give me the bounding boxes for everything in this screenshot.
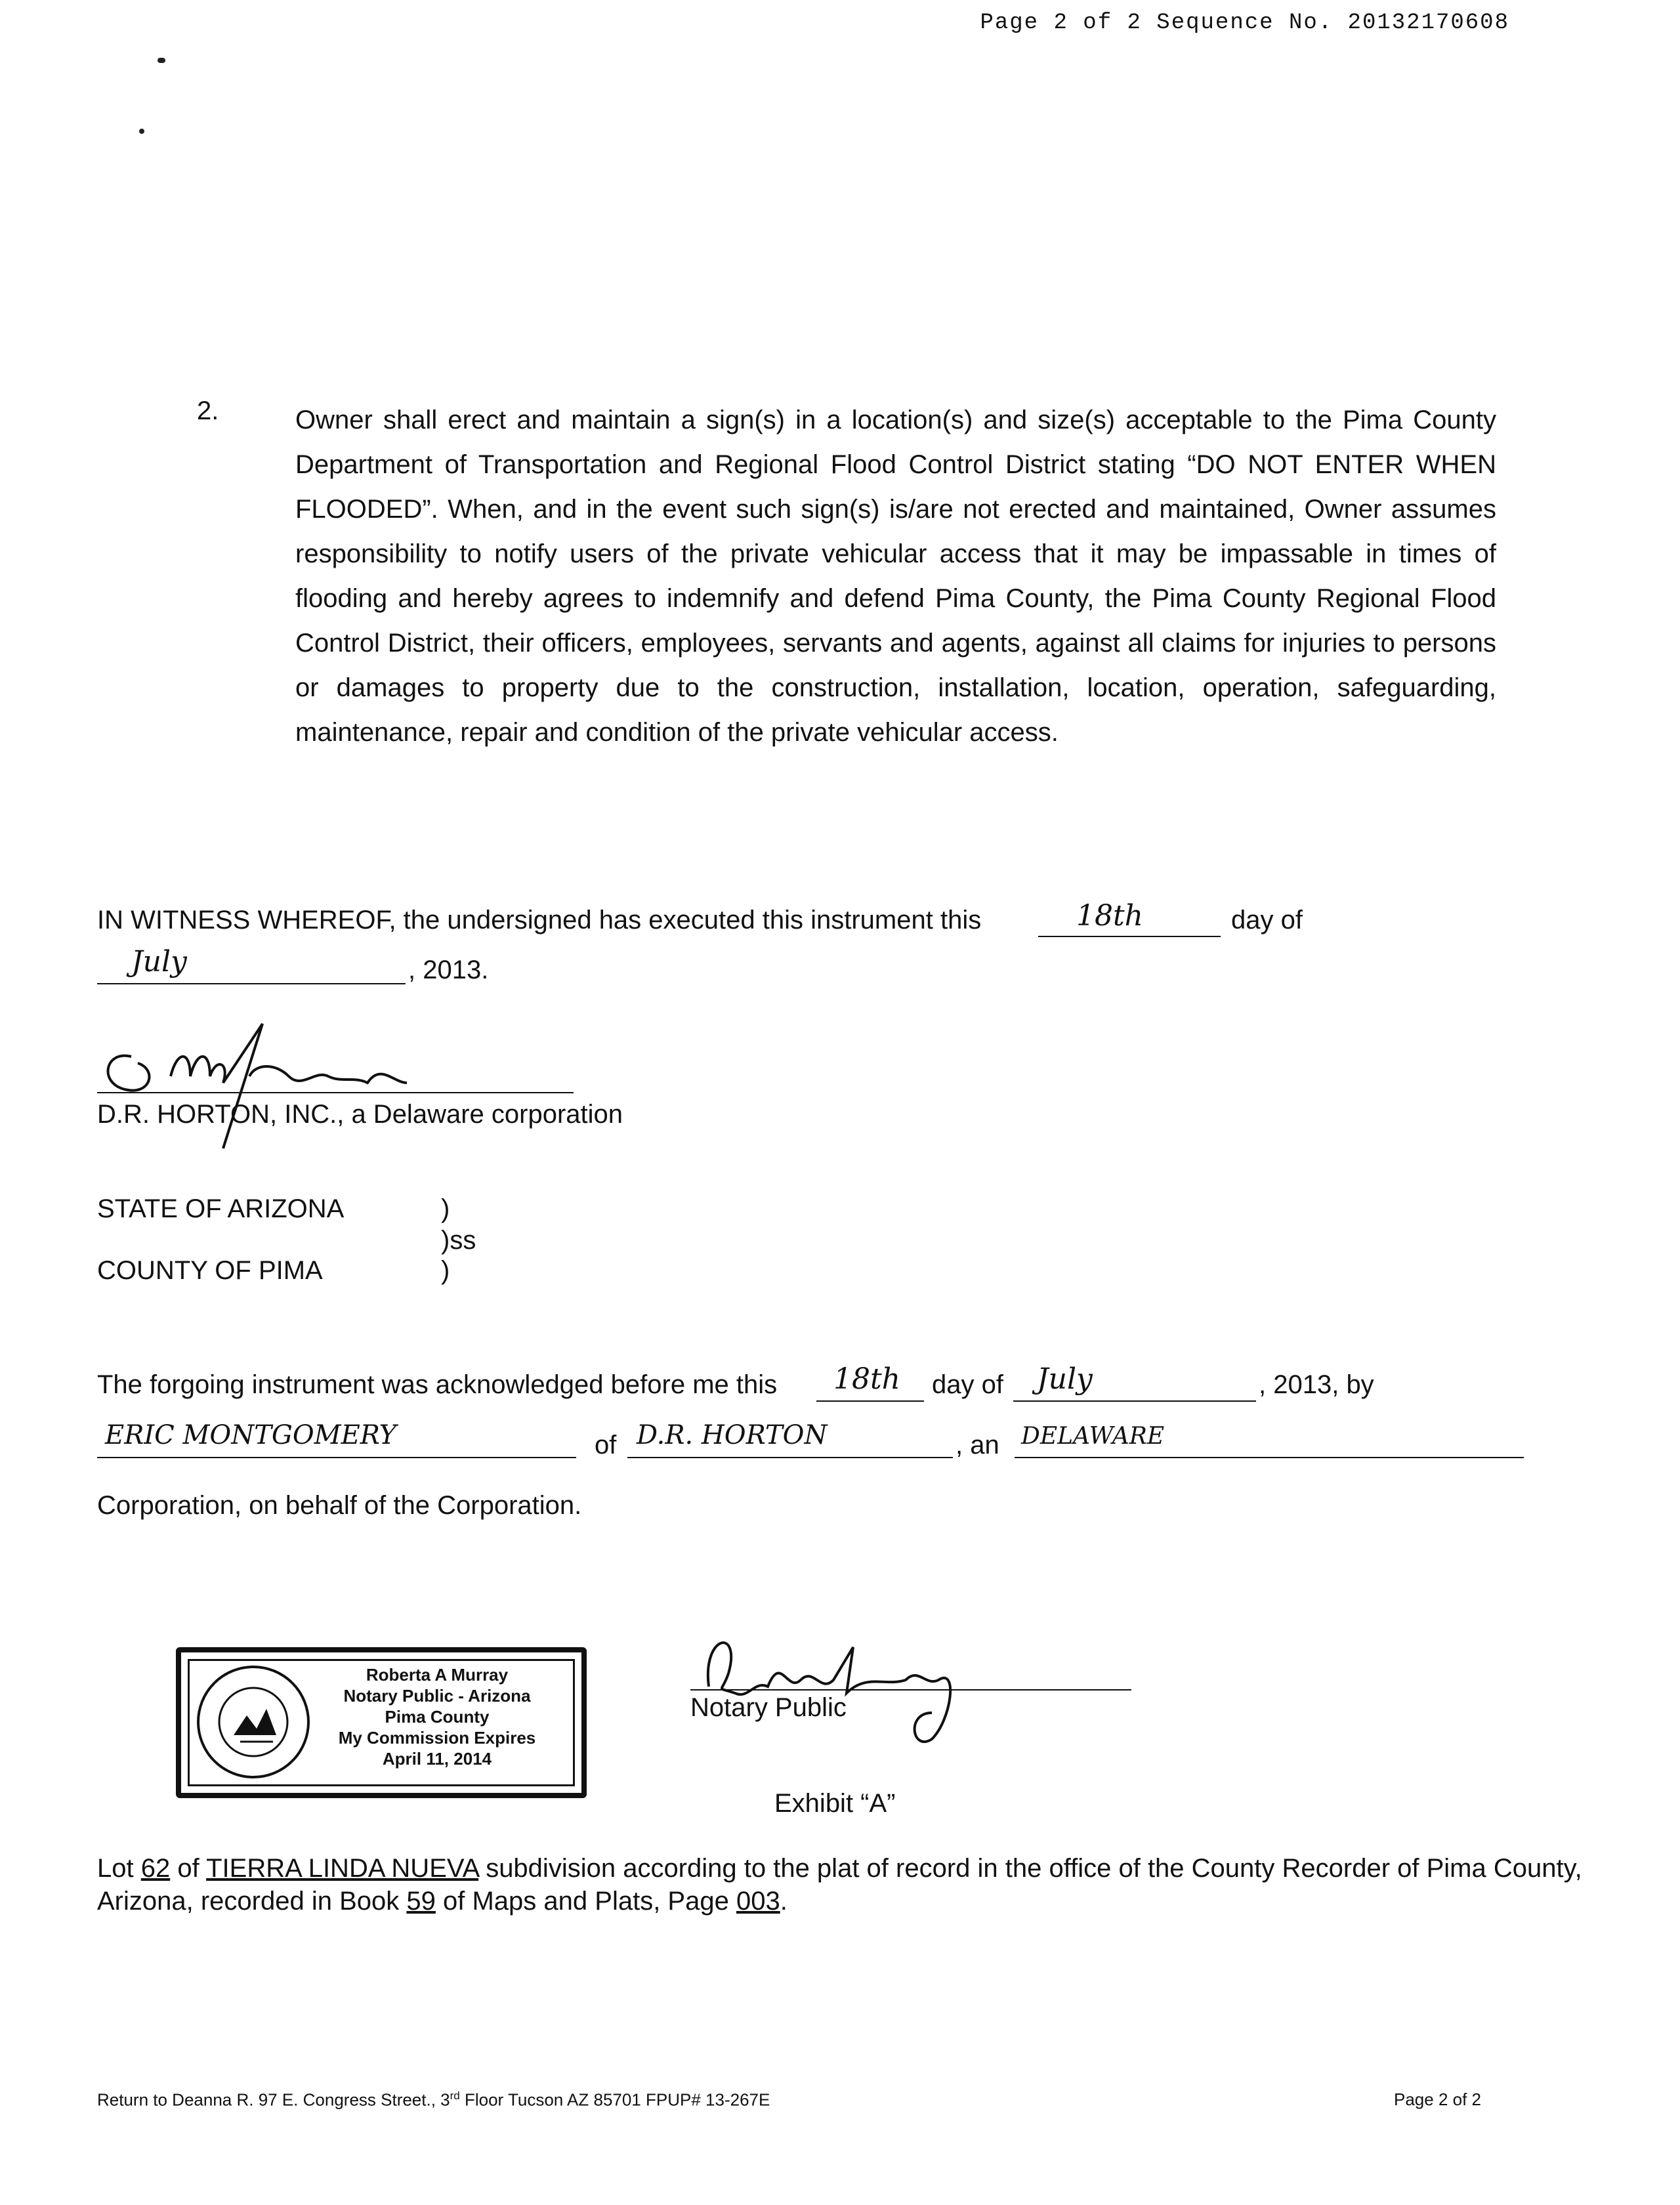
- exhibit-title: Exhibit “A”: [774, 1789, 896, 1818]
- exhibit-lot: 62: [140, 1854, 171, 1883]
- ack-intro: The forgoing instrument was acknowledged before me this: [97, 1370, 778, 1399]
- exhibit-of: of: [177, 1854, 200, 1883]
- stamp-expires: April 11, 2014: [382, 1749, 492, 1769]
- notary-signature-line: [690, 1660, 1131, 1690]
- footer-page: Page 2 of 2: [1394, 2090, 1481, 2109]
- witness-day-handwritten: 18th: [1076, 899, 1144, 933]
- footer-return-to: [97, 2090, 770, 2110]
- exhibit-text-1: subdivision according to the plat of record in the office of the County Recorder of Pima County, Arizona, recorded in Book: [97, 1854, 1582, 1916]
- scan-speck: [158, 58, 165, 63]
- horton-signature-line: [97, 1063, 574, 1093]
- footer-return-text: Return to Deanna R. 97 E. Congress Street., 3: [97, 2090, 450, 2110]
- ack-state-handwritten: DELAWARE: [1021, 1423, 1165, 1450]
- exhibit-period: .: [780, 1887, 788, 1916]
- ack-company-handwritten: D.R. HORTON: [637, 1420, 828, 1450]
- footer-sup: rd: [450, 2090, 460, 2102]
- venue-state: STATE OF ARIZONA: [97, 1194, 345, 1223]
- exhibit-subdivision: TIERRA LINDA NUEVA: [206, 1854, 479, 1883]
- stamp-title: Notary Public - Arizona: [343, 1686, 531, 1706]
- stamp-name: Roberta A Murray: [366, 1665, 509, 1685]
- stamp-commission-label: My Commission Expires: [338, 1728, 536, 1748]
- venue-paren-bottom: ): [441, 1256, 450, 1285]
- notary-stamp: [176, 1647, 587, 1798]
- arizona-seal-icon: [194, 1663, 312, 1781]
- footer-return-rest: Floor Tucson AZ 85701 FPUP# 13-267E: [459, 2090, 770, 2110]
- ack-closing: Corporation, on behalf of the Corporation.: [97, 1491, 582, 1520]
- ack-year-by: , 2013, by: [1259, 1370, 1374, 1399]
- witness-signer: D.R. HORTON, INC., a Delaware corporation: [97, 1100, 623, 1129]
- ack-name-handwritten: ERIC MONTGOMERY: [105, 1420, 397, 1450]
- notary-public-label: Notary Public: [690, 1693, 847, 1722]
- sequence-header: Page 2 of 2 Sequence No. 20132170608: [980, 10, 1509, 35]
- exhibit-text: [97, 1852, 1587, 1918]
- venue-ss: )ss: [441, 1226, 476, 1255]
- venue-paren-top: ): [441, 1194, 450, 1223]
- witness-month-handwritten: July: [131, 945, 187, 978]
- stamp-county: Pima County: [385, 1707, 490, 1727]
- exhibit-book: 59: [406, 1887, 436, 1916]
- exhibit-page: 003: [736, 1887, 780, 1916]
- ack-day-of: day of: [932, 1370, 1003, 1399]
- ack-an: , an: [956, 1431, 999, 1460]
- witness-intro: IN WITNESS WHEREOF, the undersigned has executed this instrument this: [97, 906, 982, 934]
- witness-year: , 2013.: [408, 956, 489, 984]
- ack-month-handwritten: July: [1037, 1362, 1093, 1396]
- venue-county: COUNTY OF PIMA: [97, 1256, 323, 1285]
- ack-of: of: [595, 1431, 617, 1460]
- exhibit-lot-prefix: Lot: [97, 1854, 134, 1883]
- ack-day-handwritten: 18th: [833, 1362, 901, 1396]
- witness-day-of: day of: [1231, 906, 1303, 934]
- exhibit-text-2: of Maps and Plats, Page: [443, 1887, 729, 1916]
- clause-number: 2.: [197, 396, 219, 425]
- clause-text: Owner shall erect and maintain a sign(s) in a location(s) and size(s) acceptable to the Pima County Department of Transportation and Regional Flood Control District stating “DO NOT ENTER WHEN FLOODED”. When, and in the event such sign(s) is/are not erected and maintained, Owner assumes responsibility to notify users of the private vehicular access that it may be impassable in times of flooding and hereby agrees to indemnify and defend Pima County, the Pima County Regional Flood Control District, their officers, employees, servants and agents, against all claims for injuries to persons or damages to property due to the construction, installation, location, operation, safeguarding, maintenance, repair and condition of the private vehicular access.: [295, 406, 1496, 747]
- scan-speck: [139, 129, 144, 134]
